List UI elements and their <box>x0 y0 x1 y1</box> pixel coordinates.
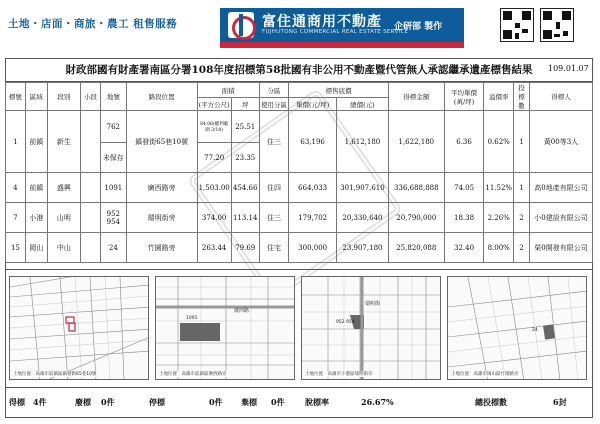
void-label: 棄標 <box>241 397 257 407</box>
qr-code-icon[interactable] <box>500 8 534 42</box>
stop-label: 停標 <box>149 397 165 407</box>
col-section: 段別 <box>47 83 81 111</box>
brand-logo-icon <box>228 12 254 38</box>
col-area-ping: 坪 <box>231 98 259 111</box>
map-road-label: 廣西路 <box>234 308 250 314</box>
col-bidders: 投標數 <box>514 83 530 111</box>
brand-department: 企研部 製作 <box>394 22 443 32</box>
table-row: 15 岡山 中山 24 竹園路旁 263.44 79.69 住宅 300,000 23,907,180 25,820,088 32.40 8.00% 2 榮0開發有限公司 <box>6 233 593 263</box>
service-tagline: 土地・店面・商旅・農工 租售服務 <box>8 18 178 30</box>
auction-results-table <box>5 82 593 263</box>
abandon-count: 0件 <box>101 397 115 407</box>
void-count: 0件 <box>271 397 285 407</box>
location-maps <box>5 269 593 385</box>
col-zone: 分區 <box>259 83 289 98</box>
total-label: 總投標數 <box>475 397 507 407</box>
map-caption: 土地位置：高雄市岡山區竹園路旁 <box>451 372 519 377</box>
col-price-group: 標售底價 <box>289 83 389 98</box>
col-total-price: 總價(元) <box>336 98 388 111</box>
col-area-m2: (平方公尺) <box>197 98 231 111</box>
brand-subtitle: FUJHUTONG COMMERCIAL REAL ESTATE SERVICE <box>262 29 409 35</box>
table-row: 未保存 77.20 23.35 <box>6 143 593 173</box>
bid-count: 4件 <box>33 397 47 407</box>
table-row: 1 前鎮 新生 762 鎮發街65巷10號 84.06(權利範圍 3/18) 25.51 住三 63,196 1,612,180 1,622,180 6.36 0.62% 1 黃00等3人 <box>6 111 593 143</box>
rate-value: 26.67% <box>361 397 394 407</box>
location-map[interactable] <box>155 276 295 380</box>
col-premium: 溢價率 <box>484 83 514 111</box>
col-location: 路段位置 <box>126 83 197 111</box>
col-area: 面積 <box>197 83 259 98</box>
col-avg-unit: 平均單價(萬/坪) <box>444 83 484 111</box>
bid-label: 得標 <box>9 397 25 407</box>
abandon-label: 廢標 <box>75 397 91 407</box>
col-subsection: 小段 <box>81 83 101 111</box>
map-caption: 土地位置：高雄市前鎮區鎮發街65巷10號 <box>13 372 97 377</box>
col-no: 標號 <box>6 83 26 111</box>
table-row: 7 小港 山明 952 954 瑞明街旁 374.00 113.14 住三 179,702 20,330,640 20,790,000 18.38 2.26% 2 小0建設有限公司 <box>6 203 593 233</box>
map-caption: 土地位置：高雄市小港區瑞明街旁 <box>305 372 373 377</box>
table-row: 4 前鎮 盛興 1091 廣西路旁 1,503.00 454.66 住四 664,033 301,907,610 336,688,888 74.05 11.52% 1 高0地產有限公司 <box>6 173 593 203</box>
map-lot-label: 952 954 <box>336 320 355 325</box>
brand-stripe <box>220 42 464 48</box>
map-road-label: 瑞明街 <box>365 301 381 307</box>
stop-count: 0件 <box>209 397 223 407</box>
col-bid-amount: 得標金額 <box>388 83 444 111</box>
col-lot: 地號 <box>100 83 126 111</box>
map-caption: 土地位置：高雄市前鎮區廣西路旁 <box>159 372 227 377</box>
qr-code-icon[interactable] <box>540 8 574 42</box>
col-zone-sub: 使用分區 <box>259 98 289 111</box>
rate-label: 脫標率 <box>305 397 329 407</box>
brand-name: 富住通商用不動產 <box>262 14 382 30</box>
map-lot-label: 1091 <box>186 316 198 321</box>
total-value: 6封 <box>553 397 567 407</box>
map-lot-label: 24 <box>532 328 538 333</box>
col-district: 區域 <box>25 83 47 111</box>
header-banner <box>0 0 600 56</box>
document-title: 財政部國有財產署南區分署108年度招標第58批國有非公用不動產暨代管無人承認繼承遺產標售結果 <box>5 58 593 82</box>
col-unit-price: 單價(元/坪) <box>289 98 337 111</box>
summary-footer <box>5 387 593 418</box>
col-winner: 得標人 <box>529 83 592 111</box>
document-date: 109.01.07 <box>548 64 589 73</box>
location-map[interactable] <box>447 276 587 380</box>
location-map[interactable] <box>301 276 441 380</box>
location-map[interactable] <box>9 276 149 380</box>
